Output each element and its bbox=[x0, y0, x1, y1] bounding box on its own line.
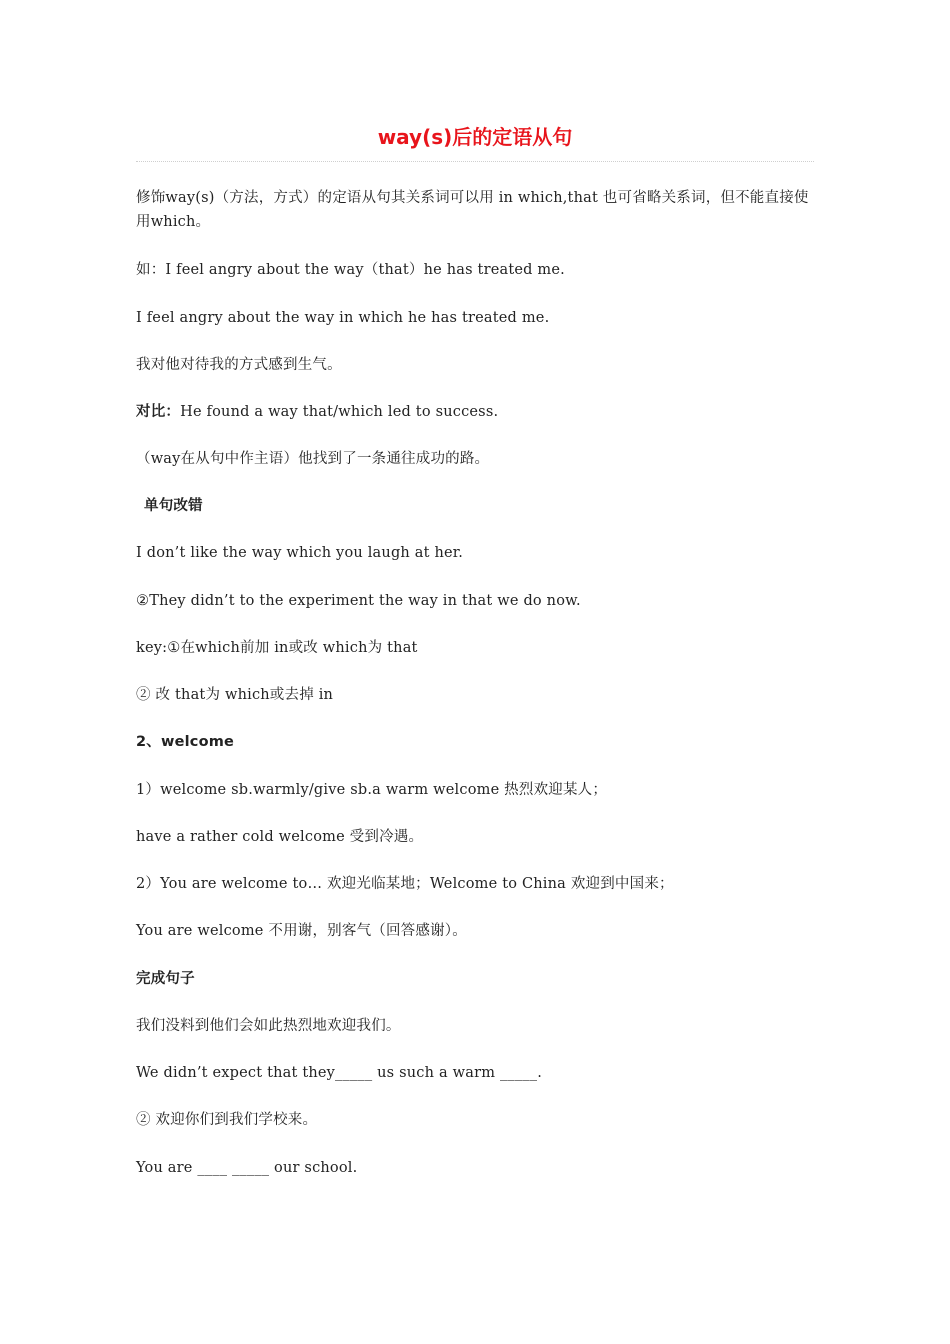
exercise-2-english: You are ____ _____ our school. bbox=[136, 1160, 358, 1176]
answer-key-1: key:①在which前加 in或改 which为 that bbox=[136, 640, 418, 656]
welcome-usage-3: 2）You are welcome to… 欢迎光临某地；Welcome to China 欢迎到中国来； bbox=[136, 876, 674, 892]
exercise-1-english: We didn’t expect that they_____ us such a warm _____. bbox=[136, 1065, 543, 1081]
welcome-usage-2: have a rather cold welcome 受到冷遇。 bbox=[136, 829, 424, 845]
contrast-line bbox=[136, 400, 816, 424]
welcome-usage-4: You are welcome 不用谢，别客气（回答感谢）。 bbox=[136, 923, 467, 939]
page-title: way(s)后的定语从句 bbox=[377, 125, 573, 149]
welcome-usage-1: 1）welcome sb.warmly/give sb.a warm welcome 热烈欢迎某人； bbox=[136, 782, 608, 798]
exercise-2-chinese: ② 欢迎你们到我们学校来。 bbox=[136, 1112, 318, 1128]
intro-paragraph: 修饰way(s)（方法，方式）的定语从句其关系词可以用 in which,that 也可省略关系词，但不能直接使用which。 bbox=[136, 190, 809, 230]
title-divider bbox=[136, 161, 814, 162]
example-translation: 我对他对待我的方式感到生气。 bbox=[136, 357, 342, 373]
exercise-1-chinese: 我们没料到他们会如此热烈地欢迎我们。 bbox=[136, 1018, 401, 1034]
section-heading-correction: 单句改错 bbox=[144, 498, 203, 514]
section-heading-welcome: 2、welcome bbox=[136, 734, 235, 750]
example-sentence-1: 如：I feel angry about the way（that）he has treated me. bbox=[136, 262, 565, 278]
answer-key-2: ② 改 that为 which或去掉 in bbox=[136, 687, 334, 703]
contrast-label: 对比： bbox=[136, 404, 181, 420]
contrast-text: He found a way that/which led to success. bbox=[180, 404, 499, 420]
correction-sentence-1: I don’t like the way which you laugh at her. bbox=[136, 545, 464, 561]
section-heading-complete: 完成句子 bbox=[136, 971, 195, 987]
contrast-translation: （way在从句中作主语）他找到了一条通往成功的路。 bbox=[136, 451, 490, 467]
example-sentence-2: I feel angry about the way in which he has treated me. bbox=[136, 310, 550, 326]
correction-sentence-2: ②They didn’t to the experiment the way in that we do now. bbox=[136, 593, 581, 609]
